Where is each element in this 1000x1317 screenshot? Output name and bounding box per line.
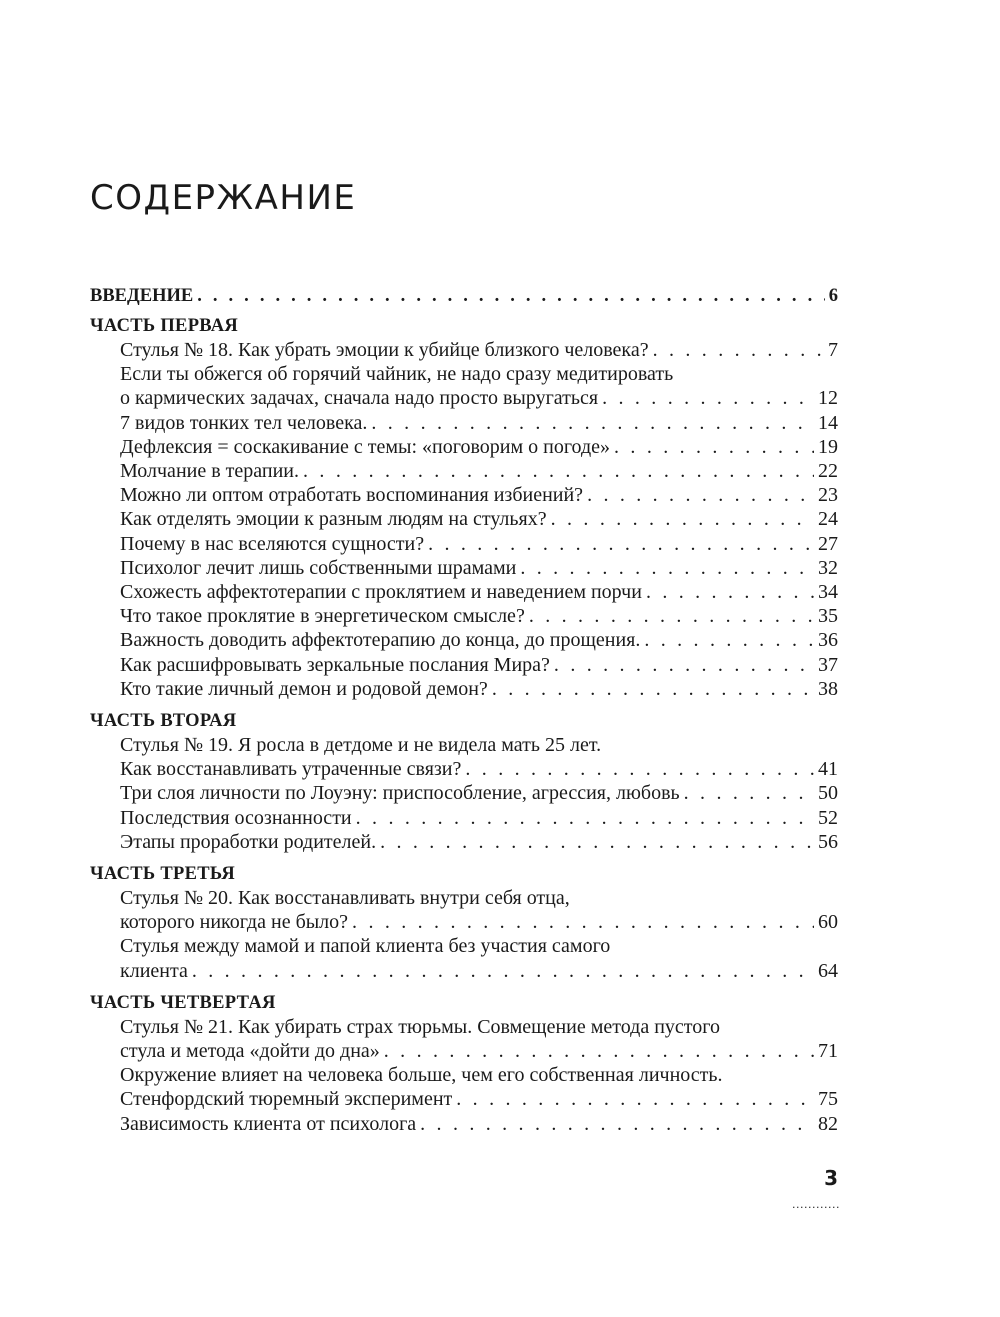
toc-entry-title: Почему в нас вселяются сущности?	[120, 532, 425, 555]
toc-part-title: ЧАСТЬ ВТОРАЯ	[90, 711, 237, 732]
toc-entry-page: 56	[818, 830, 838, 853]
toc-entry[interactable]	[120, 362, 838, 410]
toc-entry[interactable]	[120, 411, 838, 435]
toc-entry-page: 50	[818, 782, 838, 805]
toc-entry-page: 32	[818, 556, 838, 579]
toc-entry-title: Схожесть аффектотерапии с проклятием и наведением порчи	[120, 581, 642, 604]
toc-intro-page: 6	[828, 286, 838, 306]
toc-entry[interactable]	[120, 1087, 838, 1111]
toc-entry[interactable]	[120, 556, 838, 580]
toc-entry-page: 24	[818, 508, 838, 531]
toc-entry-title: Молчание в терапии.	[120, 460, 300, 483]
toc-entry-title: которого никогда не было?	[120, 911, 349, 934]
dot-leader	[653, 338, 824, 362]
toc-parts	[90, 314, 838, 1136]
toc-entry-title: Три слоя личности по Лоуэну: приспособление, агрессия, любовь	[120, 782, 680, 805]
toc-entry[interactable]	[120, 806, 838, 830]
toc-entry[interactable]	[120, 830, 838, 854]
toc-entry[interactable]	[120, 628, 838, 652]
dot-leader	[529, 604, 814, 628]
toc-entry-title: Окружение влияет на человека больше, чем его собственная личность.	[120, 1064, 723, 1087]
dot-leader	[520, 556, 814, 580]
toc-entry-title: Что такое проклятие в энергетическом смысле?	[120, 605, 525, 628]
toc-entries	[90, 886, 838, 983]
toc-entry-line: Стулья между мамой и папой клиента без участия самого	[120, 935, 611, 958]
toc-entry-line: Стулья № 19. Я росла в детдоме и не видела мать 25 лет.	[120, 734, 602, 757]
toc-entry[interactable]	[120, 886, 838, 934]
dot-leader	[492, 677, 814, 701]
toc-part-title: ЧАСТЬ ТРЕТЬЯ	[90, 864, 236, 885]
dot-leader	[684, 781, 814, 805]
dot-leader	[197, 283, 825, 309]
page-number-ornament: ............	[792, 1198, 840, 1211]
toc-entry[interactable]	[120, 1112, 838, 1136]
toc-entry[interactable]	[120, 532, 838, 556]
toc-entries	[90, 1015, 838, 1136]
toc-entry[interactable]	[120, 781, 838, 805]
toc-entry-page: 36	[818, 629, 838, 652]
toc-entry-page: 22	[818, 460, 838, 483]
toc-entry-page: 38	[818, 677, 838, 700]
toc-entry[interactable]	[120, 459, 838, 483]
toc-entry-page: 19	[818, 435, 838, 458]
toc-entry[interactable]	[120, 1015, 838, 1063]
dot-leader	[192, 959, 814, 983]
toc-entry-page: 52	[818, 806, 838, 829]
toc-entry[interactable]	[120, 934, 838, 982]
toc-entry-page: 35	[818, 605, 838, 628]
toc-entry-title: Как расшифровывать зеркальные послания Мира?	[120, 653, 550, 676]
toc-entry-page: 37	[818, 653, 838, 676]
dot-leader	[646, 580, 814, 604]
dot-leader	[352, 910, 814, 934]
toc-entry-page: 71	[818, 1040, 838, 1063]
dot-leader	[456, 1087, 814, 1111]
toc-entries	[90, 338, 838, 701]
dot-leader	[554, 653, 814, 677]
toc-entry[interactable]	[120, 435, 838, 459]
toc-entry-title: стула и метода «дойти до дна»	[120, 1040, 380, 1063]
toc-entry-page: 41	[818, 758, 838, 781]
toc-entry-title: Как восстанавливать утраченные связи?	[120, 758, 462, 781]
toc-entry-page: 12	[818, 387, 838, 410]
toc-entry-page: 27	[818, 532, 838, 555]
dot-leader	[602, 386, 814, 410]
toc-entry-line: Стулья № 20. Как восстанавливать внутри себя отца,	[120, 887, 570, 910]
dot-leader	[380, 830, 814, 854]
toc-part-title: ЧАСТЬ ЧЕТВЕРТАЯ	[90, 992, 276, 1013]
toc-part	[90, 991, 838, 1136]
toc-part	[90, 314, 838, 701]
dot-leader	[644, 628, 814, 652]
toc-entry-title: Кто такие личный демон и родовой демон?	[120, 677, 488, 700]
toc-entry-page: 23	[818, 484, 838, 507]
toc-part	[90, 862, 838, 983]
toc-part-title: ЧАСТЬ ПЕРВАЯ	[90, 316, 239, 336]
toc-part	[90, 709, 838, 854]
dot-leader	[384, 1039, 814, 1063]
toc-entry[interactable]	[120, 653, 838, 677]
toc-entry[interactable]	[120, 1063, 838, 1087]
toc-entry-title: Стенфордский тюремный эксперимент	[120, 1088, 453, 1111]
toc-entry-page: 14	[818, 411, 838, 434]
toc-entry-line: Стулья № 21. Как убирать страх тюрьмы. Совмещение метода пустого	[120, 1015, 720, 1038]
dot-leader	[428, 532, 814, 556]
toc-entry-page: 7	[828, 339, 838, 361]
toc-entry-title: Важность доводить аффектотерапию до конца, до прощения.	[120, 629, 641, 652]
toc-entries	[90, 733, 838, 854]
toc-entry-title: о кармических задачах, сначала надо просто выругаться	[120, 387, 599, 410]
dot-leader	[614, 435, 814, 459]
page-number: 3	[824, 1166, 838, 1190]
toc-entry-title: Психолог лечит лишь собственными шрамами	[120, 556, 517, 579]
table-of-contents	[90, 283, 838, 1144]
dot-leader	[371, 411, 814, 435]
toc-entry[interactable]	[120, 338, 838, 362]
toc-entry-title: клиента	[120, 959, 188, 982]
toc-entry[interactable]	[120, 580, 838, 604]
toc-entry-line: Если ты обжегся об горячий чайник, не надо сразу медитировать	[120, 363, 674, 386]
toc-entry-page: 75	[818, 1088, 838, 1111]
dot-leader	[465, 757, 814, 781]
toc-intro-title: ВВЕДЕНИЕ	[90, 286, 194, 306]
toc-entry-page: 60	[818, 911, 838, 934]
toc-entry-title: Последствия осознанности	[120, 806, 352, 829]
dot-leader	[420, 1112, 814, 1136]
toc-entry[interactable]	[120, 677, 838, 701]
dot-leader	[587, 483, 814, 507]
toc-entry-page: 64	[818, 959, 838, 982]
toc-entry[interactable]	[120, 733, 838, 781]
toc-entry[interactable]	[120, 507, 838, 531]
toc-entry[interactable]	[120, 483, 838, 507]
toc-entry-title: Дефлексия = соскакивание с темы: «поговорим о погоде»	[120, 435, 611, 458]
toc-intro[interactable]	[90, 283, 838, 309]
toc-entry-title: 7 видов тонких тел человека.	[120, 411, 368, 434]
toc-entry-page: 34	[818, 581, 838, 604]
toc-entry-title: Как отделять эмоции к разным людям на стульях?	[120, 508, 547, 531]
page-title: СОДЕРЖАНИЕ	[90, 178, 357, 218]
toc-entry-title: Можно ли оптом отработать воспоминания избиений?	[120, 484, 584, 507]
toc-entry-title: Зависимость клиента от психолога	[120, 1112, 417, 1135]
dot-leader	[303, 459, 814, 483]
toc-entry[interactable]	[120, 604, 838, 628]
toc-entry-title: Стулья № 18. Как убрать эмоции к убийце близкого человека?	[120, 339, 649, 361]
dot-leader	[551, 507, 814, 531]
toc-entry-title: Этапы проработки родителей.	[120, 830, 377, 853]
toc-entry-page: 82	[818, 1112, 838, 1135]
dot-leader	[356, 806, 814, 830]
